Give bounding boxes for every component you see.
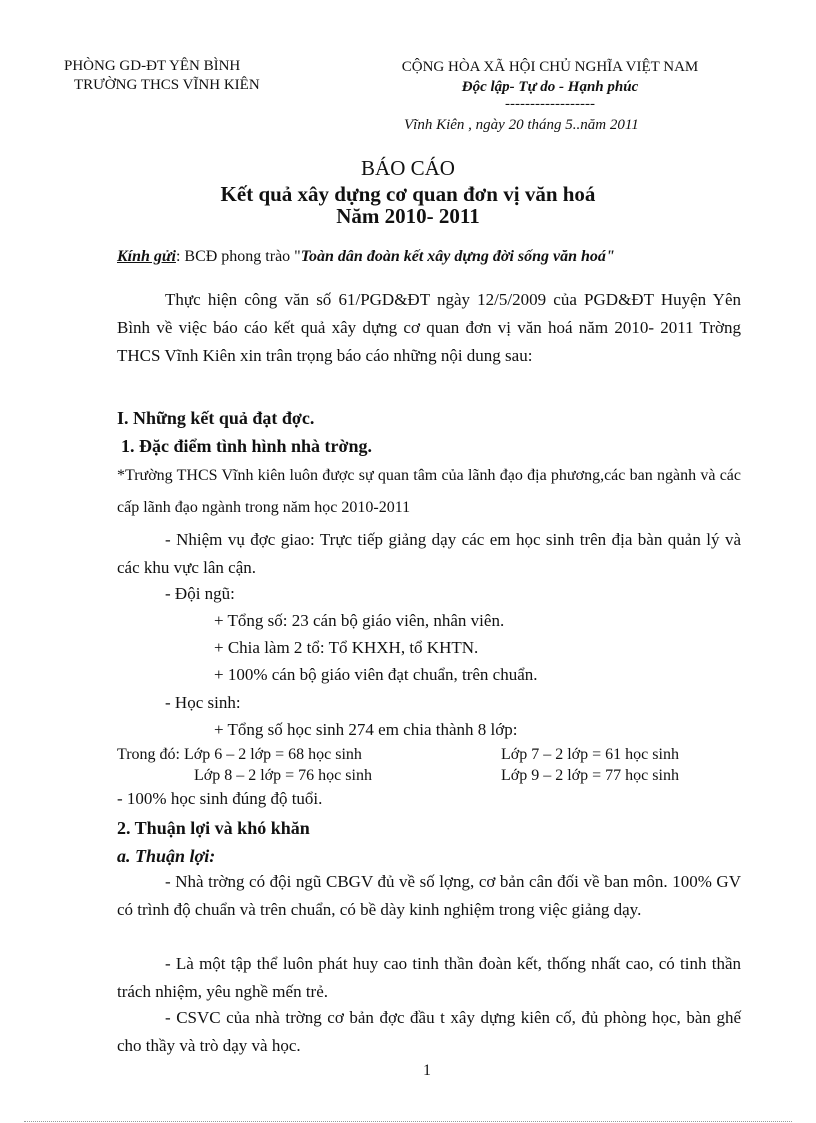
movement-name: Toàn dân đoàn kết xây dựng đời sống văn hoá" bbox=[300, 248, 615, 265]
section-heading: I. Những kết quả đạt đợc. bbox=[117, 408, 315, 428]
grade-7: Lớp 7 – 2 lớp = 61 học sinh bbox=[501, 746, 679, 763]
advantage-paragraph: - CSVC của nhà trờng cơ bản đợc đầu t xây dựng kiên cố, đủ phòng học, bàn ghế cho thầy và trò dạy và học. bbox=[117, 1008, 741, 1055]
mission-paragraph: - Nhiệm vụ đợc giao: Trực tiếp giảng dạy các em học sinh trên địa bàn quản lý và các khu vực lân cận. bbox=[117, 530, 741, 577]
staff-item: + 100% cán bộ giáo viên đạt chuẩn, trên chuẩn. bbox=[214, 665, 538, 684]
header-divider: ------------------ bbox=[505, 96, 595, 112]
recipient-label: Kính gửi bbox=[117, 248, 176, 265]
advantage-paragraph: - Là một tập thể luôn phát huy cao tinh thần đoàn kết, thống nhất cao, có tinh thần trách nhiệm, yêu nghề mến trẻ. bbox=[117, 954, 741, 1001]
report-subtitle: Kết quả xây dựng cơ quan đơn vị văn hoá bbox=[220, 182, 596, 206]
age-line: - 100% học sinh đúng độ tuổi. bbox=[117, 789, 323, 808]
motto: Độc lập- Tự do - Hạnh phúc bbox=[461, 79, 639, 95]
school-name: TRƯỜNG THCS VĨNH KIÊN bbox=[74, 77, 260, 93]
staff-label: - Đội ngũ: bbox=[165, 584, 235, 603]
grade-9: Lớp 9 – 2 lớp = 77 học sinh bbox=[501, 767, 679, 784]
staff-item: + Chia làm 2 tổ: Tổ KHXH, tổ KHTN. bbox=[214, 638, 479, 657]
republic-name: CỘNG HÒA XÃ HỘI CHỦ NGHĨA VIỆT NAM bbox=[401, 59, 699, 75]
report-year: Năm 2010- 2011 bbox=[336, 204, 480, 228]
page-number: 1 bbox=[423, 1062, 431, 1079]
school-paragraph: *Trường THCS Vĩnh kiên luôn được sự quan tâm của lãnh đạo địa phương,các ban ngành và các cấp lãnh đạo ngành trong năm học 2010-2011 bbox=[117, 467, 741, 516]
subsection-heading: 1. Đặc điểm tình hình nhà trờng. bbox=[121, 436, 373, 456]
classes-prefix: Trong đó: bbox=[117, 746, 180, 763]
recipient-line bbox=[117, 248, 615, 266]
students-label: - Học sinh: bbox=[165, 693, 241, 712]
section2-heading: 2. Thuận lợi và khó khăn bbox=[117, 818, 310, 838]
recipient-colon: : bbox=[175, 248, 181, 265]
recipient-text: BCĐ phong trào " bbox=[180, 248, 301, 265]
advantages-heading: a. Thuận lợi: bbox=[117, 846, 216, 866]
advantage-paragraph: - Nhà trờng có đội ngũ CBGV đủ về số lợng, cơ bản cân đối về ban môn. 100% GV có trình độ chuẩn và trên chuẩn, có bề dày kinh nghiệm trong việc giảng dạy. bbox=[117, 872, 741, 919]
staff-item: + Tổng số: 23 cán bộ giáo viên, nhân viên. bbox=[214, 611, 505, 630]
department-name: PHÒNG GD-ĐT YÊN BÌNH bbox=[64, 58, 241, 74]
intro-paragraph: Thực hiện công văn số 61/PGD&ĐT ngày 12/5/2009 của PGD&ĐT Huyện Yên Bình về việc báo cáo kết quả xây dựng cơ quan đơn vị văn hoá năm 2010- 2011 Trờng THCS Vĩnh Kiên xin trân trọng báo cáo những nội dung sau: bbox=[117, 290, 741, 365]
students-total: + Tổng số học sinh 274 em chia thành 8 lớp: bbox=[214, 720, 518, 739]
report-title: BÁO CÁO bbox=[361, 156, 455, 180]
class-breakdown-row-1 bbox=[117, 746, 362, 764]
report-date: Vĩnh Kiên , ngày 20 tháng 5..năm 2011 bbox=[404, 117, 639, 133]
page-bottom-border bbox=[24, 1121, 792, 1122]
grade-8: Lớp 8 – 2 lớp = 76 học sinh bbox=[194, 767, 372, 784]
grade-6: Lớp 6 – 2 lớp = 68 học sinh bbox=[183, 746, 362, 763]
